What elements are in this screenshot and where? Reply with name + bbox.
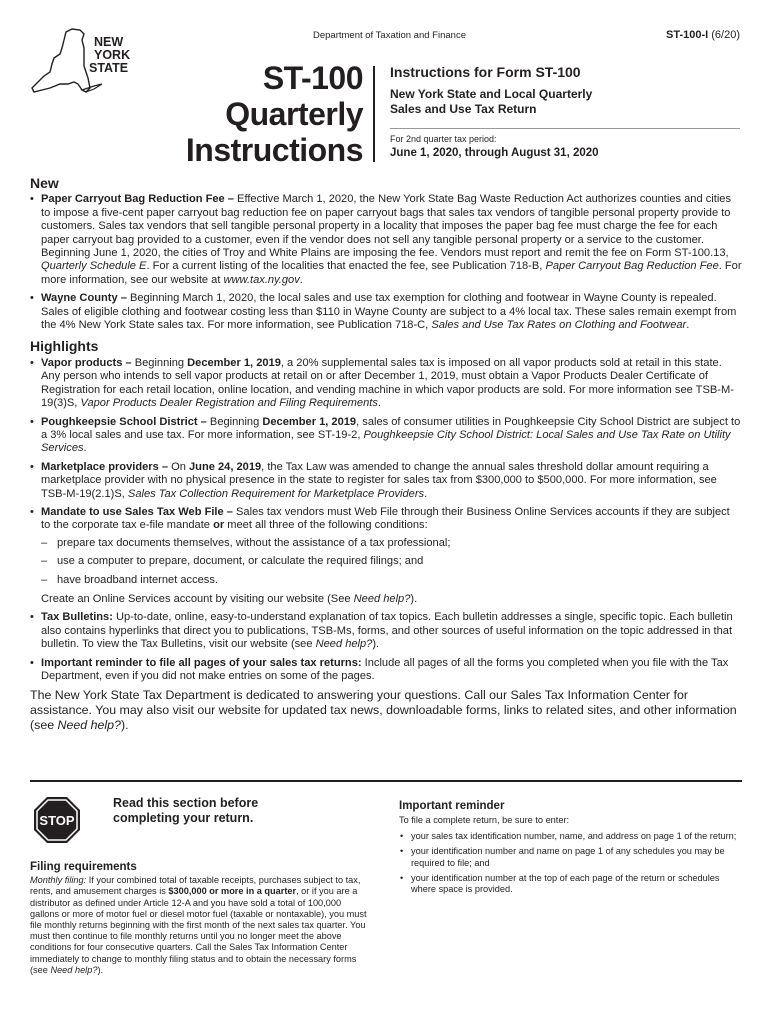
period-label: For 2nd quarter tax period:: [390, 134, 497, 144]
item-italic: Poughkeepsie City School District: Local Sales and Use Tax Rate on Utility Services: [41, 428, 731, 455]
item-text: . For more information, see our website at: [41, 260, 742, 286]
title-line: Quarterly: [225, 96, 363, 132]
need-help-reference: Need help?: [315, 638, 373, 651]
filing-requirements: [30, 862, 370, 976]
logo-line-3: STATE: [89, 61, 129, 75]
logo-line-2: YORK: [94, 48, 131, 62]
stop-sign-text: STOP: [39, 813, 75, 828]
item-text: , or if you are a distributor as defined under Article 12-A and you have sold a total of 100,000 gallons or more of motor fuel or diesel motor fuel (taxable or nontaxable), you must file monthly returns beginning with the first month of the next sales tax quarter. You must then continue to file monthly returns until you no longer meet the above conditions for four consecutive quarters. Call the Sales Tax Information Center immediately to change to monthly filing status and to obtain the necessary forms (see: [30, 886, 367, 975]
list-item: [30, 461, 742, 501]
item-text: The New York State Tax Department is dedicated to answering your questions. Call our Sales Tax Information Center for assistance. You may also visit our website for updated tax news, downloadable forms, links to related sites, and other information (see: [30, 688, 737, 733]
main-content: [30, 177, 742, 733]
item-text: On: [168, 460, 189, 473]
item-italic: Monthly filing:: [30, 875, 87, 886]
form-date: (6/20): [708, 29, 740, 41]
new-list: [30, 193, 742, 332]
item-text: .: [299, 273, 303, 286]
item-text: Beginning March 1, 2020, the local sales and use tax exemption for clothing and footwear in Wayne County is repealed. Sales of eligible clothing and footwear costing less than $110 in Wayne County are subject to a 4% local tax. These sales remain exempt from the 4% New York State sales tax. For more information, see Publication 718-C,: [41, 292, 737, 332]
item-lead: Vapor products –: [41, 356, 132, 369]
highlights-list: [30, 357, 742, 684]
filing-heading: Filing requirements: [30, 861, 137, 873]
item-lead: Tax Bulletins:: [41, 611, 113, 624]
reminder-item: • your sales tax identification number, name, and address on page 1 of the return;: [399, 831, 744, 842]
item-text: , sales of consumer utilities in Poughkeepsie City School District are subject to a 3% local sales and use tax. For more information, see ST-19-2,: [41, 415, 741, 441]
reminder-item: • your identification number and name on page 1 of any schedules you may be required to file; and: [399, 846, 744, 869]
item-text: Beginning: [206, 415, 263, 428]
item-text: .: [424, 487, 428, 500]
section-divider: [30, 780, 742, 782]
title-line: ST-100: [262, 60, 363, 96]
reminder-list: [399, 831, 744, 896]
item-text: ).: [410, 592, 418, 605]
title-line: Instructions: [185, 132, 363, 168]
condition-item: – have broadband internet access.: [41, 574, 742, 587]
item-italic: Sales Tax Collection Requirement for Marketplace Providers: [127, 487, 425, 500]
stop-heading-line: Read this section before: [113, 796, 259, 810]
item-text: , the Tax Law was amended to change the annual sales threshold dollar amount requiring a marketplace provider with no physical presence in the state to register for sales tax from $300,000 to $500,000. For more information, see TSB-M-19(2.1)S,: [41, 460, 717, 500]
title-divider: [373, 66, 375, 162]
create-account-note: [41, 593, 742, 606]
list-item: [30, 193, 742, 287]
item-lead: Marketplace providers –: [41, 460, 169, 473]
item-text: ).: [120, 718, 129, 733]
item-italic: Paper Carryout Bag Reduction Fee: [545, 260, 719, 273]
list-item: [30, 292, 742, 332]
item-bold: December 1, 2019: [262, 415, 357, 428]
subtitle-line: New York State and Local Quarterly: [390, 87, 593, 101]
closing-paragraph: [30, 688, 742, 733]
item-text: ).: [97, 964, 104, 975]
list-item: [30, 506, 742, 606]
item-text: .: [83, 442, 87, 455]
item-text: Sales tax vendors must Web File through their Business Online Services accounts if they are subject to the corporate tax e-file mandate: [41, 505, 730, 532]
page-title: [186, 60, 363, 168]
item-italic: Quarterly Schedule E: [41, 260, 147, 273]
item-lead: Wayne County –: [41, 292, 127, 305]
item-text: ).: [372, 638, 380, 651]
item-italic: Vapor Products Dealer Registration and Filing Requirements: [80, 397, 378, 410]
header-rule: [390, 128, 740, 129]
item-bold: $300,000 or more in a quarter: [168, 886, 297, 897]
logo-line-1: NEW: [94, 35, 124, 49]
instructions-subtitle: [390, 87, 740, 117]
instructions-title: Instructions for Form ST-100: [390, 64, 581, 80]
stop-heading-line: completing your return.: [113, 811, 254, 825]
item-bold: June 24, 2019: [189, 460, 262, 473]
form-id: ST-100-I: [666, 29, 709, 41]
need-help-reference: Need help?: [57, 718, 121, 733]
item-bold: or: [213, 519, 225, 532]
item-text: , a 20% supplemental sales tax is imposed on all vapor products sold at retail in this state. Any person who intends to sell vapor products at retail on or after December 1, 2019, must obtain a Vapor Products Dealer Certificate of Registration for each retail location, online location, and vending machine in which vapor products are sold. For more information see TSB-M-19(3)S,: [41, 356, 734, 410]
filing-text: [30, 875, 370, 976]
item-text: Beginning: [131, 356, 188, 369]
item-text: Up-to-date, online, easy-to-understand explanation of tax topics. Each bulletin addresses a single, specific topic. Each bulletin also contains hyperlinks that direct you to publications, TSB-Ms, forms, and other sources of useful information on the topic addressed in that bulletin. To view the Tax Bulletins, visit our website (see: [41, 611, 733, 651]
item-lead: Important reminder to file all pages of your sales tax returns:: [41, 656, 362, 669]
item-text: Create an Online Services account by visiting our website (See: [41, 592, 354, 605]
reminder-intro: To file a complete return, be sure to enter:: [399, 815, 570, 826]
stop-sign-icon: [33, 796, 81, 844]
stop-heading: [113, 796, 258, 826]
need-help-reference: Need help?: [50, 964, 98, 975]
item-italic: Sales and Use Tax Rates on Clothing and Footwear: [431, 319, 687, 332]
item-text: .: [686, 319, 690, 332]
reminder-item: • your identification number at the top of each page of the return or schedules where space is provided.: [399, 873, 744, 896]
list-item: [30, 416, 742, 456]
list-item: [30, 357, 742, 411]
item-text: . For a current listing of the localities that enacted the fee, see Publication 718-B,: [146, 260, 546, 273]
form-number: [666, 29, 740, 41]
condition-item: – use a computer to prepare, document, or calculate the required filings; and: [41, 555, 742, 568]
conditions-list: [41, 537, 742, 587]
subtitle-line: Sales and Use Tax Return: [390, 102, 537, 116]
item-text: .: [377, 397, 381, 410]
item-text: Effective March 1, 2020, the New York State Bag Waste Reduction Act authorizes counties and cities to impose a five-cent paper carryout bag reduction fee on paper carryout bags that sales tax vendors of tangible personal property provide to customers. Sales tax vendors that sell tangible personal property in a locality that imposes the paper bag fee must charge the fee for each paper carryout bag provided to a customer, even if the vendor does not sell any tangible personal property or a service to the customer. Beginning June 1, 2020, the cities of Troy and White Plains are imposing the fee. Vendors must report and remit the fee on Form ST-100.13,: [41, 193, 731, 260]
list-item: [30, 657, 742, 684]
list-item: [30, 611, 742, 651]
need-help-reference: Need help?: [353, 592, 411, 605]
item-bold: December 1, 2019: [187, 356, 281, 369]
period-value: June 1, 2020, through August 31, 2020: [390, 147, 599, 159]
important-reminder: [399, 801, 744, 900]
item-lead: Mandate to use Sales Tax Web File –: [41, 505, 233, 518]
reminder-heading: Important reminder: [399, 800, 505, 812]
department-name: Department of Taxation and Finance: [313, 30, 466, 41]
item-text: meet all three of the following conditions:: [224, 519, 428, 532]
nys-logo: [28, 26, 148, 98]
new-york-state-map-icon: [28, 26, 148, 98]
instructions-header: [390, 64, 740, 159]
condition-item: – prepare tax documents themselves, without the assistance of a tax professional;: [41, 537, 742, 550]
item-lead: Paper Carryout Bag Reduction Fee –: [41, 193, 234, 206]
website-link[interactable]: www.tax.ny.gov: [223, 273, 300, 286]
new-heading: New: [30, 175, 59, 191]
item-text: Include all pages of all the forms you completed when you file with the Tax Department, even if you did not make entries on some of the pages.: [41, 656, 729, 682]
item-lead: Poughkeepsie School District –: [41, 415, 207, 428]
highlights-heading: Highlights: [30, 338, 99, 355]
item-text: If your combined total of taxable receipts, purchases subject to tax, rents, and amusement charges is: [30, 875, 361, 897]
